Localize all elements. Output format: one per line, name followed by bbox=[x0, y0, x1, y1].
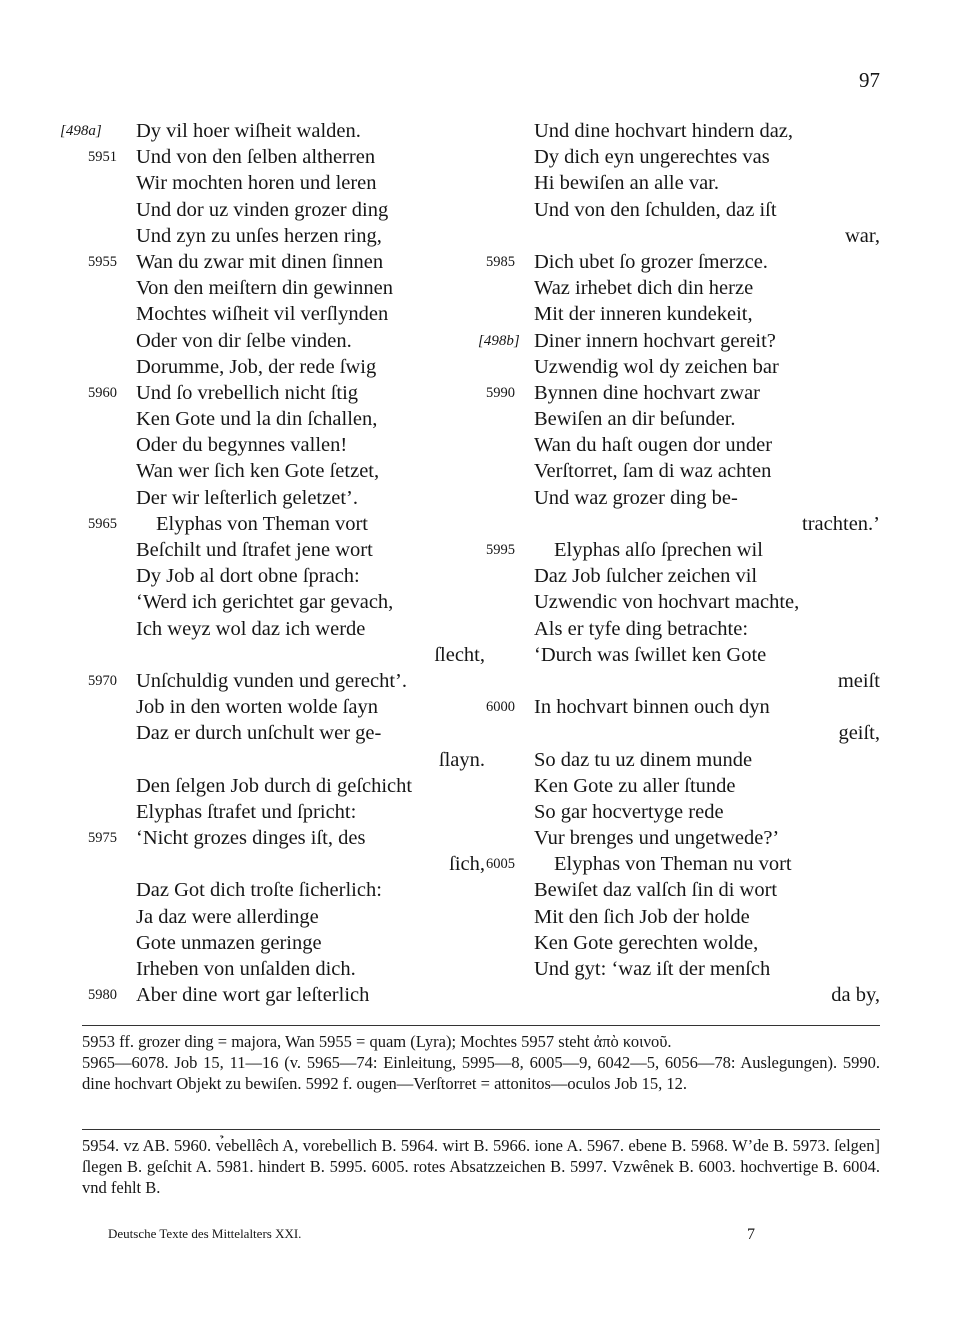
verse-text: Mit den ſich Job der holde bbox=[534, 905, 750, 928]
verse-line bbox=[462, 694, 880, 720]
verse-text: Und gyt: ‘waz iſt der menſch bbox=[534, 958, 771, 980]
notes-rule-middle bbox=[82, 1129, 880, 1130]
verse-text: So daz tu uz dinem munde bbox=[534, 748, 753, 771]
verse-text: Daz Job ſulcher zeichen vil bbox=[534, 565, 758, 588]
left-column bbox=[60, 118, 485, 1008]
verse-line bbox=[462, 249, 880, 275]
verse-line bbox=[462, 380, 880, 406]
verse-text: meiſt bbox=[837, 669, 880, 692]
line-number: 5955 bbox=[88, 253, 117, 270]
verse-text: Wir mochten horen und leren bbox=[136, 172, 377, 195]
verse-line bbox=[60, 720, 485, 746]
verse-line bbox=[60, 694, 485, 720]
line-number: 5965 bbox=[88, 515, 117, 532]
verse-line bbox=[462, 432, 880, 458]
line-number: 5970 bbox=[88, 672, 117, 689]
verse-text: Gote unmazen geringe bbox=[136, 931, 322, 954]
verse-text: Wan du haſt ougen dor under bbox=[534, 434, 773, 457]
line-number: 5951 bbox=[88, 149, 117, 166]
footer-series-title: Deutsche Texte des Mittelalters XXI. bbox=[108, 1226, 302, 1241]
verse-line bbox=[462, 877, 880, 903]
verse-line bbox=[60, 642, 485, 668]
verse-text: Und dine hochvart hindern daz, bbox=[534, 120, 794, 142]
verse-text: Uzwendic von hochvart machte, bbox=[534, 591, 800, 614]
verse-line bbox=[462, 406, 880, 432]
verse-text: Der wir leſterlich geletzet’. bbox=[136, 486, 358, 509]
verse-text: da by, bbox=[831, 984, 880, 1007]
verse-text: Von den meiſtern din gewinnen bbox=[136, 277, 393, 300]
variant-notes bbox=[82, 1135, 880, 1198]
verse-line bbox=[60, 170, 485, 196]
verse-line bbox=[462, 485, 880, 511]
verse-line bbox=[462, 354, 880, 380]
notes-rule-top bbox=[82, 1025, 880, 1026]
folio-marker: [498b] bbox=[478, 332, 520, 349]
verse-line bbox=[60, 118, 485, 144]
verse-text: Beſchilt und ſtrafet jene wort bbox=[136, 539, 373, 561]
verse-line bbox=[462, 144, 880, 170]
verse-line bbox=[60, 904, 485, 930]
verse-text: Ken Gote gerechten wolde, bbox=[534, 931, 759, 954]
verse-text: Oder von dir ſelbe vinden. bbox=[136, 329, 352, 352]
line-number: 5960 bbox=[88, 384, 117, 401]
verse-text: Und dor uz vinden grozer ding bbox=[136, 198, 389, 221]
verse-line bbox=[60, 328, 485, 354]
verse-line bbox=[60, 877, 485, 903]
verse-line bbox=[462, 301, 880, 327]
verse-text: Bewiſet daz valſch ſin di wort bbox=[534, 879, 778, 902]
verse-text: Vur brenges und ungetwede?’ bbox=[534, 827, 780, 850]
verse-text: Irheben von unſalden dich. bbox=[136, 958, 356, 980]
verse-text: Den ſelgen Job durch di geſchicht bbox=[136, 774, 413, 797]
verse-text: trachten.’ bbox=[802, 512, 880, 535]
verse-line bbox=[60, 249, 485, 275]
verse-text: Job in den worten wolde ſayn bbox=[136, 696, 378, 719]
verse-text: Als er tyfe ding betrachte: bbox=[534, 617, 749, 640]
verse-line bbox=[462, 170, 880, 196]
verse-line bbox=[60, 223, 485, 249]
verse-line bbox=[60, 485, 485, 511]
verse-line bbox=[60, 956, 485, 982]
folio-marker: [498a] bbox=[60, 123, 102, 139]
verse-line bbox=[462, 563, 880, 589]
verse-line bbox=[462, 275, 880, 301]
verse-line bbox=[462, 825, 880, 851]
verse-line bbox=[462, 616, 880, 642]
verse-text: Dy dich eyn ungerechtes vas bbox=[534, 146, 770, 169]
verse-text: Hi bewiſen an alle var. bbox=[534, 172, 720, 195]
verse-line bbox=[462, 668, 880, 694]
verse-line bbox=[60, 668, 485, 694]
line-number: 5985 bbox=[486, 253, 515, 270]
verse-line bbox=[60, 537, 485, 563]
verse-text: Mochtes wiſheit vil verſlynden bbox=[136, 303, 389, 326]
verse-text: ‘Nicht grozes dinges iſt, des bbox=[136, 827, 366, 850]
line-number: 5975 bbox=[88, 830, 117, 847]
verse-line bbox=[60, 773, 485, 799]
verse-line bbox=[60, 799, 485, 825]
verse-text: Waz irhebet dich din herze bbox=[534, 277, 754, 300]
verse-text: Und zyn zu unſes herzen ring, bbox=[136, 224, 382, 247]
verse-line bbox=[462, 773, 880, 799]
verse-text: Elyphas ſtrafet und ſpricht: bbox=[136, 800, 357, 823]
verse-text: Wan du zwar mit dinen ſinnen bbox=[136, 250, 384, 273]
verse-text: Wan wer ſich ken Gote ſetzet, bbox=[136, 460, 380, 483]
verse-text: Dorumme, Job, der rede ſwig bbox=[136, 355, 377, 378]
verse-line bbox=[60, 406, 485, 432]
verse-text: Und von den ſchulden, daz iſt bbox=[534, 198, 777, 221]
line-number: 6005 bbox=[486, 856, 515, 873]
verse-line bbox=[60, 144, 485, 170]
verse-line bbox=[60, 197, 485, 223]
verse-line bbox=[60, 458, 485, 484]
line-number: 5980 bbox=[88, 987, 117, 1004]
verse-text: Ich weyz wol daz ich werde bbox=[136, 617, 366, 640]
verse-text: war, bbox=[844, 224, 880, 247]
verse-line bbox=[462, 223, 880, 249]
verse-line bbox=[60, 851, 485, 877]
verse-line bbox=[462, 328, 880, 354]
verse-text: Und waz grozer ding be- bbox=[534, 486, 738, 509]
verse-text: Mit der inneren kundekeit, bbox=[534, 303, 753, 326]
verse-line bbox=[462, 511, 880, 537]
commentary-note: 5965—6078. Job 15, 11—16 (v. 5965—74: Einleitung, 5995—8, 6005—9, 6042—5, 6056—78: Auslegungen). 5990. dine hochvart Objekt zu bewiſen. 5992 f. ougen—Verſtorret = attonitos—oculos Job 15, 12. bbox=[82, 1053, 880, 1093]
verse-text: Dy Job al dort obne ſprach: bbox=[136, 565, 360, 588]
verse-text: Bewiſen an dir beſunder. bbox=[534, 408, 736, 431]
verse-line bbox=[60, 354, 485, 380]
verse-text: ‘Durch was ſwillet ken Gote bbox=[534, 643, 767, 666]
verse-line bbox=[462, 747, 880, 773]
footer-signature: 7 bbox=[747, 1226, 755, 1243]
verse-line bbox=[462, 720, 880, 746]
verse-text: Daz Got dich troſte ſicherlich: bbox=[136, 879, 382, 902]
verse-text: Oder du begynnes vallen! bbox=[136, 434, 348, 457]
verse-line bbox=[462, 537, 880, 563]
verse-line bbox=[60, 825, 485, 851]
verse-line bbox=[462, 799, 880, 825]
verse-line bbox=[462, 930, 880, 956]
verse-text: Dy vil hoer wiſheit walden. bbox=[136, 120, 361, 142]
verse-line bbox=[60, 563, 485, 589]
verse-text: Und von den ſelben altherren bbox=[136, 146, 376, 169]
verse-line bbox=[60, 747, 485, 773]
verse-line bbox=[60, 275, 485, 301]
verse-text: Ken Gote zu aller ſtunde bbox=[534, 774, 736, 797]
verse-text: ſlecht, bbox=[434, 643, 485, 666]
right-column bbox=[462, 118, 880, 1008]
verse-text: Und ſo vrebellich nicht ſtig bbox=[136, 381, 359, 404]
line-number: 5995 bbox=[486, 542, 515, 558]
verse-text: Diner innern hochvart gereit? bbox=[534, 329, 776, 352]
verse-text: ſich, bbox=[449, 853, 485, 876]
verse-line bbox=[60, 432, 485, 458]
verse-line bbox=[60, 511, 485, 537]
commentary-notes bbox=[82, 1031, 880, 1094]
variant-note: 5954. vz AB. 5960. v̉ebellêch A, vorebellich B. 5964. wirt B. 5966. ione A. 5967. ebene B. 5968. W’de B. 5973. ſelgen] ſlegen B. geſchit A. 5981. hindert B. 5995. 6005. rotes Absatzzeichen B. 5997. Vzwênek B. 6003. hochvertige B. 6004. vnd fehlt B. bbox=[82, 1136, 880, 1197]
page-number: 97 bbox=[859, 68, 880, 92]
verse-text: ‘Werd ich gerichtet gar gevach, bbox=[136, 591, 394, 614]
line-number: 5990 bbox=[486, 384, 515, 401]
verse-line bbox=[60, 589, 485, 615]
verse-line bbox=[60, 616, 485, 642]
verse-line bbox=[60, 982, 485, 1008]
verse-text: Verſtorret, ſam di waz achten bbox=[534, 460, 772, 483]
verse-line bbox=[462, 458, 880, 484]
verse-line bbox=[60, 301, 485, 327]
verse-text: Ken Gote und la din ſchallen, bbox=[136, 408, 378, 431]
commentary-note: 5953 ff. grozer ding = majora, Wan 5955 = quam (Lyra); Mochtes 5957 steht ἀπὸ κοινοῦ. bbox=[82, 1032, 672, 1051]
verse-text: Elyphas von Theman nu vort bbox=[554, 853, 792, 876]
line-number: 6000 bbox=[486, 699, 515, 716]
verse-text: Elyphas alſo ſprechen wil bbox=[554, 539, 763, 561]
verse-line bbox=[60, 930, 485, 956]
verse-line bbox=[462, 118, 880, 144]
verse-text: In hochvart binnen ouch dyn bbox=[534, 696, 770, 719]
verse-text: ſlayn. bbox=[438, 748, 485, 771]
verse-text: Elyphas von Theman vort bbox=[156, 512, 368, 535]
verse-text: Ja daz were allerdinge bbox=[136, 905, 319, 928]
verse-line bbox=[462, 982, 880, 1008]
verse-line bbox=[462, 197, 880, 223]
verse-text: Aber dine wort gar leſterlich bbox=[136, 984, 370, 1007]
verse-line bbox=[462, 589, 880, 615]
verse-text: Bynnen dine hochvart zwar bbox=[534, 381, 760, 404]
verse-line bbox=[60, 380, 485, 406]
verse-text: Dich ubet ſo grozer ſmerzce. bbox=[534, 250, 768, 273]
verse-text: geiſt, bbox=[838, 722, 880, 745]
verse-text: Daz er durch unſchult wer ge- bbox=[136, 722, 382, 745]
verse-line bbox=[462, 642, 880, 668]
verse-text: Unſchuldig vunden und gerecht’. bbox=[136, 669, 407, 692]
verse-line bbox=[462, 956, 880, 982]
verse-text: Uzwendig wol dy zeichen bar bbox=[534, 355, 779, 378]
verse-line bbox=[462, 851, 880, 877]
verse-line bbox=[462, 904, 880, 930]
verse-text: So gar hocvertyge rede bbox=[534, 800, 724, 823]
